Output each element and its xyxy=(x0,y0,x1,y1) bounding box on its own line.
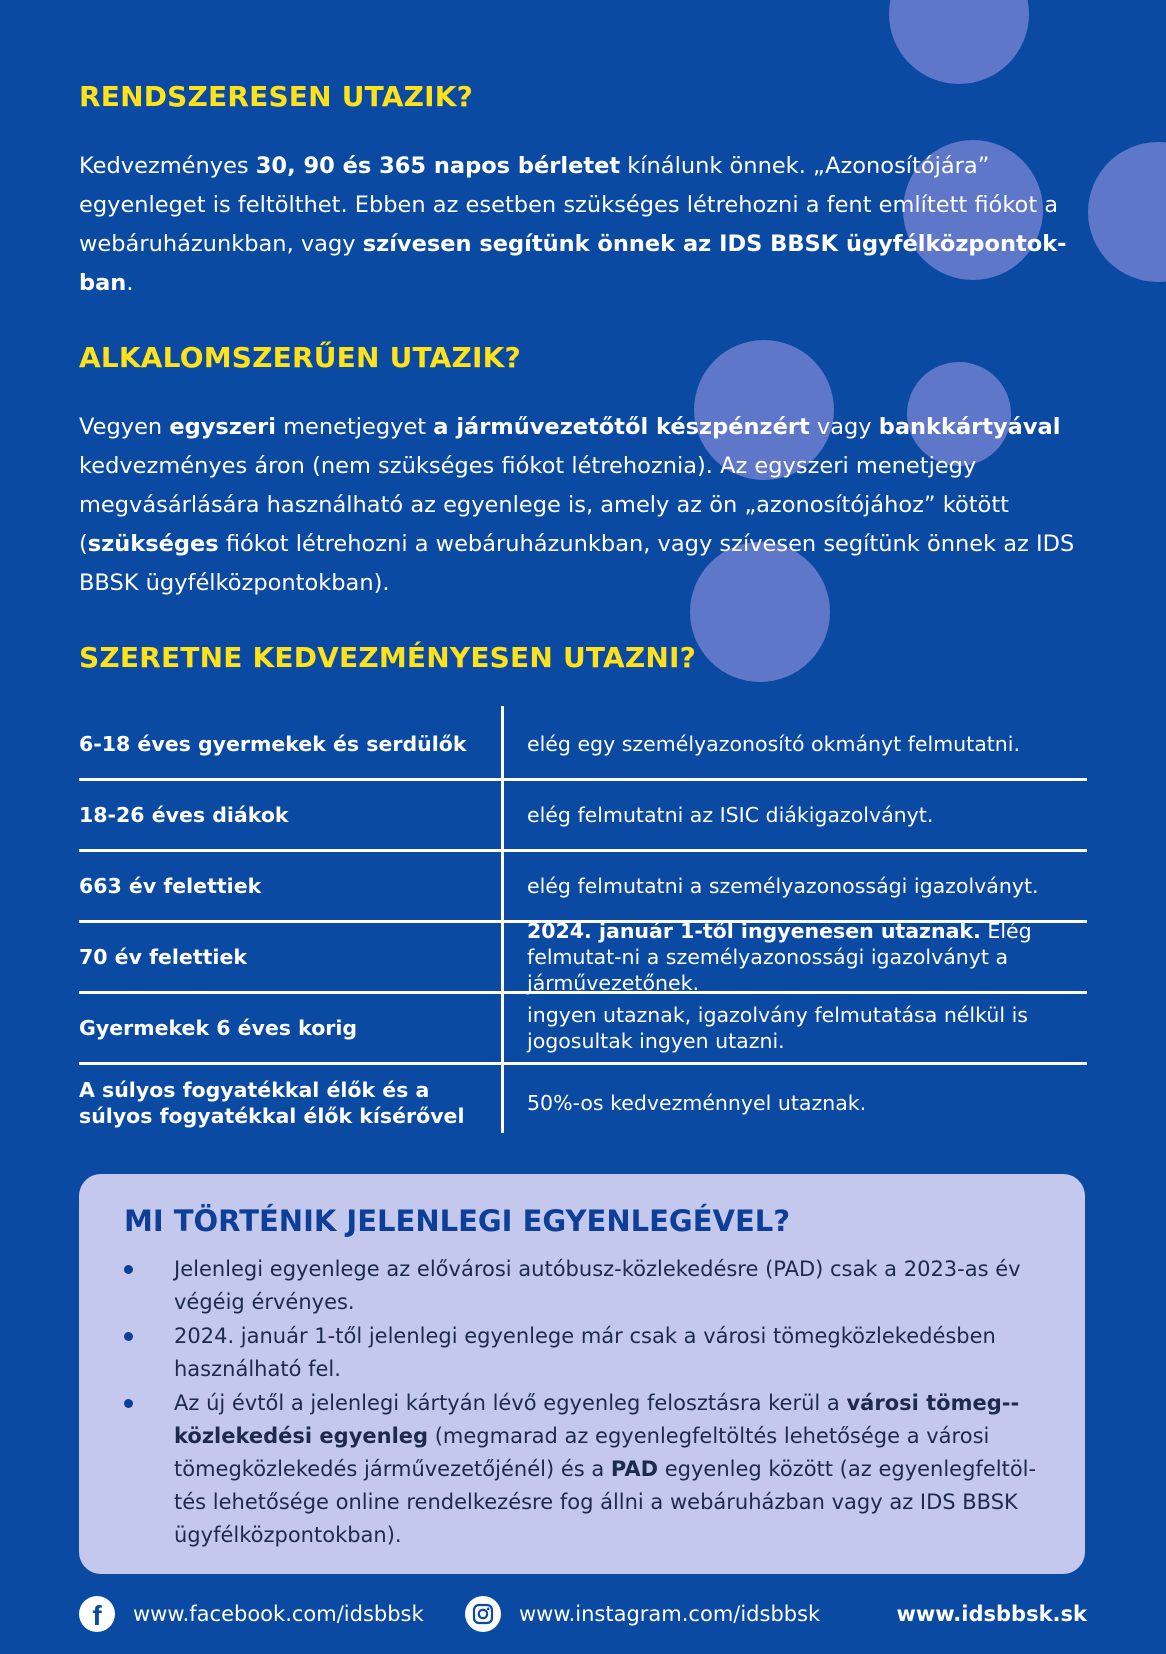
list-item: 2024. január 1-től jelenlegi egyenlege már csak a városi tömegközlekedésben használható fel. xyxy=(124,1320,1044,1386)
facebook-icon: f xyxy=(79,1596,115,1632)
table-cell-info: elég egy személyazonosító okmányt felmutatni. xyxy=(527,732,1021,756)
table-cell-group: A súlyos fogyatékkal élők és a súlyos fogyatékkal élők kísérővel xyxy=(79,1077,465,1128)
facebook-url: www.facebook.com/idsbbsk xyxy=(133,1602,424,1626)
table-cell-info: 2024. január 1-től ingyenesen utaznak. Elég felmutat-ni a személyazonossági igazolványt a járművezetőnek. xyxy=(527,919,1032,995)
table-row xyxy=(79,781,1087,852)
instagram-url: www.instagram.com/idsbbsk xyxy=(519,1602,821,1626)
list-item: Az új évtől a jelenlegi kártyán lévő egyenleg felosztásra kerül a városi tömeg--közlekedési egyenleg (megmarad az egyenlegfeltöltés lehetősége a városi tömegközlekedés járművezetőjénél) és a PAD egyenleg között (az egyenlegfeltöl-tés lehetősége online rendelkezésre fog állni a webáruházban vagy az IDS BBSK ügyfélközpontokban). xyxy=(124,1387,1044,1552)
table-row xyxy=(79,710,1087,781)
table-cell-info: ingyen utaznak, igazolvány felmutatása nélkül is jogosultak ingyen utazni. xyxy=(527,1003,1028,1053)
table-cell-group: 6-18 éves gyermekek és serdülők xyxy=(79,732,467,756)
website-link[interactable]: www.idsbbsk.sk xyxy=(896,1602,1087,1626)
table-row xyxy=(79,852,1087,923)
facebook-link[interactable] xyxy=(79,1594,424,1634)
table-cell-info: 50%-os kedvezménnyel utaznak. xyxy=(527,1090,867,1115)
section-title-discount: SZERETNE KEDVEZMÉNYESEN UTAZNI? xyxy=(79,641,697,674)
instagram-link[interactable] xyxy=(465,1594,820,1634)
instagram-icon xyxy=(465,1596,501,1632)
table-cell-info: elég felmutatni a személyazonossági igazolványt. xyxy=(527,874,1039,898)
table-cell-group: 663 év felettiek xyxy=(79,874,262,898)
section-title-regular: RENDSZERESEN UTAZIK? xyxy=(79,80,474,113)
section-text-regular: Kedvezményes 30, 90 és 365 napos bérletet kínálunk önnek. „Azonosítójára” egyenleget is feltölthet. Ebben az esetben szükséges létrehozni a fent említett fiókot a webáruházunkban, vagy szívesen segítünk önnek az IDS BBSK ügyfélközpontok-ban. xyxy=(79,153,1067,296)
table-row xyxy=(79,1065,1087,1140)
section-title-occasional: ALKALOMSZERŰEN UTAZIK? xyxy=(79,341,521,374)
footer xyxy=(79,1594,1087,1634)
decor-circle xyxy=(1088,142,1166,282)
bullet-icon xyxy=(124,1332,133,1341)
section-text-occasional: Vegyen egyszeri menetjegyet a járművezetőtől készpénzért vagy bankkártyával kedvezményes áron (nem szükséges fiókot létrehoznia). Az egyszeri menetjegy megvásárlására használható az egyenlege is, amely az ön „azonosítójához” kötött (szükséges fiókot létrehozni a webáruházunkban, vagy szívesen segítünk önnek az IDS BBSK ügyfélközpontokban). xyxy=(79,414,1075,596)
table-cell-group: Gyermekek 6 éves korig xyxy=(79,1016,358,1040)
table-row xyxy=(79,994,1087,1065)
bullet-icon xyxy=(124,1399,133,1408)
list-item: Jelenlegi egyenlege az elővárosi autóbusz-közlekedésre (PAD) csak a 2023-as év végéig érvényes. xyxy=(124,1253,1044,1319)
table-row xyxy=(79,919,1087,995)
discount-table xyxy=(79,710,1087,1140)
table-cell-group: 70 év felettiek xyxy=(79,945,247,969)
decor-circle xyxy=(889,0,1029,84)
bullet-icon xyxy=(124,1265,133,1274)
balance-title: MI TÖRTÉNIK JELENLEGI EGYENLEGÉVEL? xyxy=(124,1204,791,1238)
table-cell-group: 18-26 éves diákok xyxy=(79,803,289,827)
balance-list xyxy=(124,1253,1044,1553)
balance-info-box xyxy=(79,1174,1085,1574)
table-cell-info: elég felmutatni az ISIC diákigazolványt. xyxy=(527,803,934,827)
